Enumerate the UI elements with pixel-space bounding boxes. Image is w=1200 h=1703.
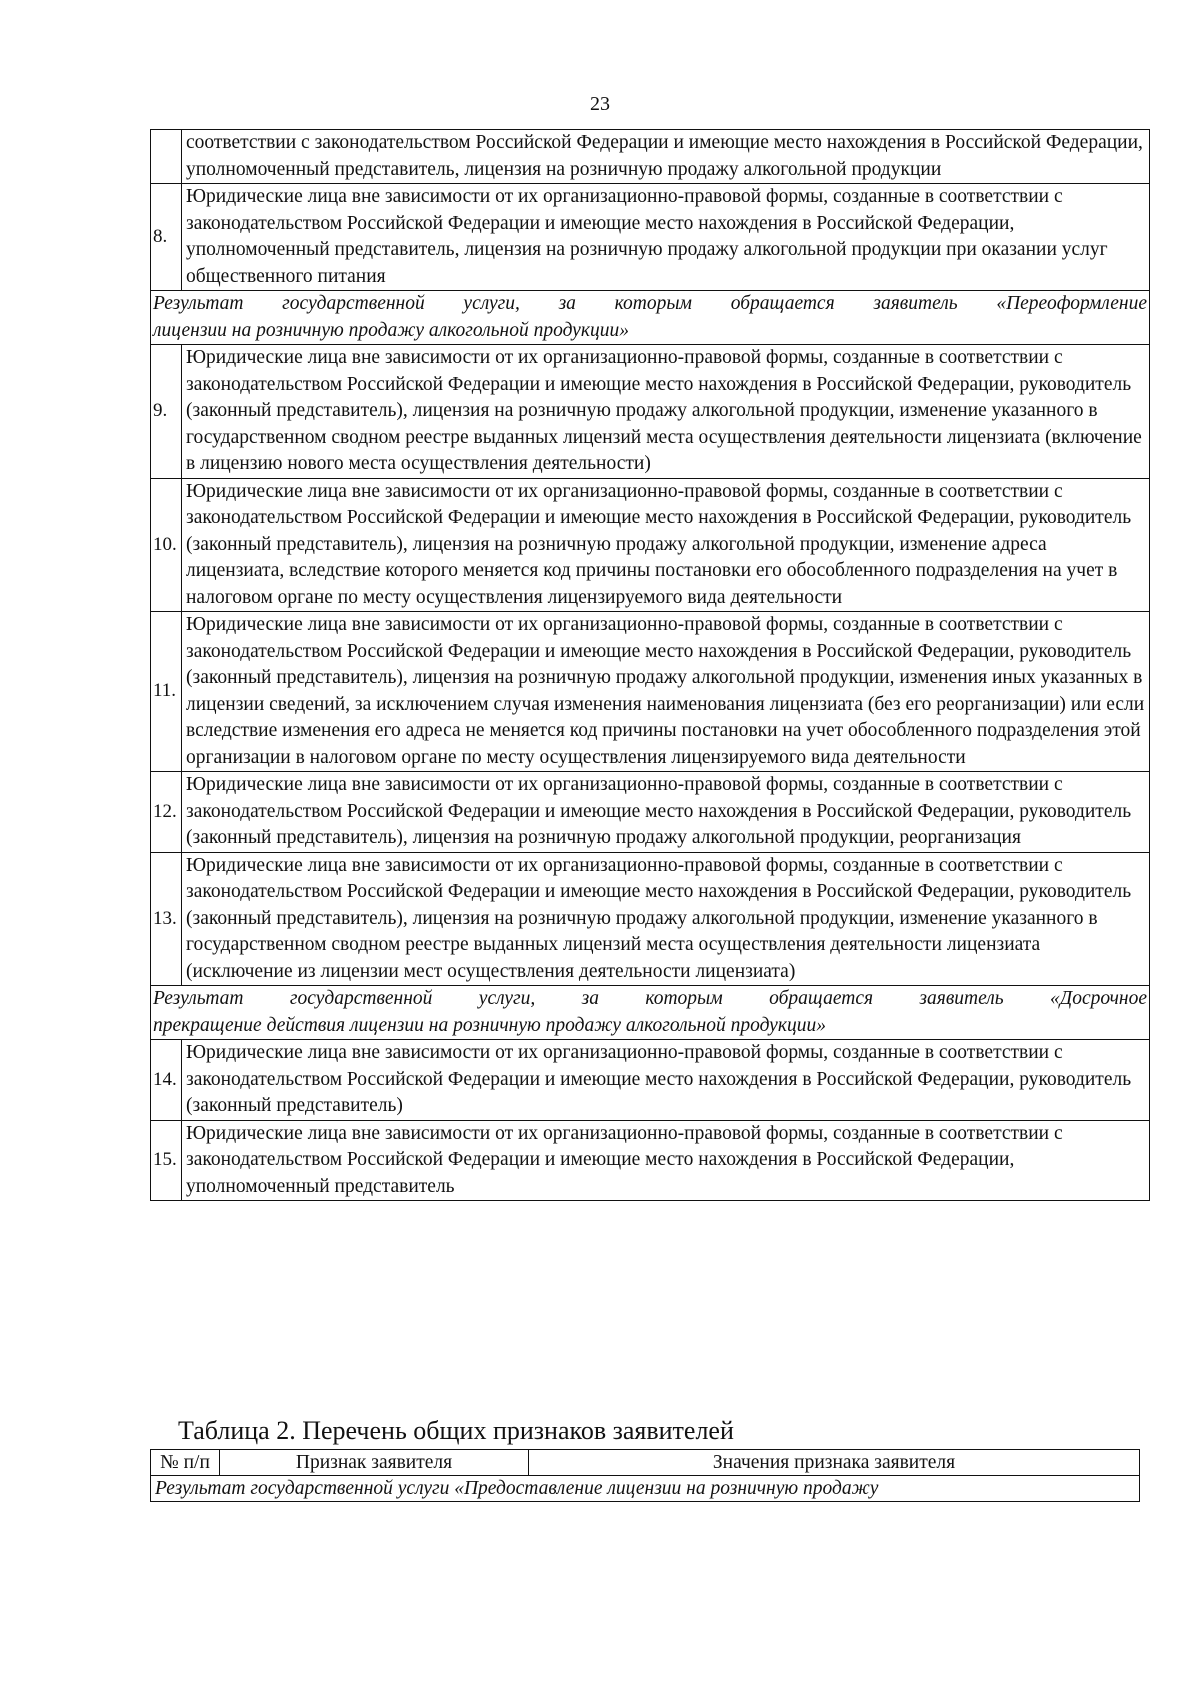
row-number: 11.: [151, 612, 182, 772]
header-feature-values: Значения признака заявителя: [529, 1450, 1140, 1476]
row-number: 14.: [151, 1040, 182, 1121]
section-heading-line-1: Результат государственной услуги, за которым обращается заявитель «Переоформление: [153, 293, 1147, 314]
row-number: 15.: [151, 1120, 182, 1201]
table-row: [151, 130, 1150, 184]
row-number: 12.: [151, 772, 182, 853]
table-row: [151, 478, 1150, 612]
section-heading-line-2: прекращение действия лицензии на розничную продажу алкогольной продукции»: [153, 1014, 826, 1036]
applicant-variants-table: [150, 129, 1150, 1201]
applicant-description: Юридические лица вне зависимости от их организационно-правовой формы, созданные в соответствии с законодательством Российской Федерации и имеющие место нахождения в Российской Федерации, руководитель (законный представитель), лицензия на розничную продажу алкогольной продукции, реорганизация: [182, 772, 1150, 853]
header-number: № п/п: [151, 1450, 220, 1476]
applicant-description: Юридические лица вне зависимости от их организационно-правовой формы, созданные в соответствии с законодательством Российской Федерации и имеющие место нахождения в Российской Федерации, уполномоченный представитель: [182, 1120, 1150, 1201]
section-row: [151, 986, 1150, 1040]
table-row: [151, 345, 1150, 479]
section-row: [151, 291, 1150, 345]
applicant-description: Юридические лица вне зависимости от их организационно-правовой формы, созданные в соответствии с законодательством Российской Федерации и имеющие место нахождения в Российской Федерации, руководитель (законный представитель), лицензия на розничную продажу алкогольной продукции, изменения иных указанных в лицензии сведений, за исключением случая изменения наименования лицензиата (без его реорганизации) или если вследствие изменения его адреса не меняется код причины постановки на учет обособленного подразделения этой организации в налоговом органе по месту осуществления лицензируемого вида деятельности: [182, 612, 1150, 772]
page-number: 23: [590, 93, 610, 115]
section-row: [151, 1476, 1140, 1502]
applicant-description: Юридические лица вне зависимости от их организационно-правовой формы, созданные в соответствии с законодательством Российской Федерации и имеющие место нахождения в Российской Федерации, руководитель (законный представитель): [182, 1040, 1150, 1121]
table-row: [151, 1040, 1150, 1121]
applicant-description: Юридические лица вне зависимости от их организационно-правовой формы, созданные в соответствии с законодательством Российской Федерации и имеющие место нахождения в Российской Федерации, руководитель (законный представитель), лицензия на розничную продажу алкогольной продукции, изменение указанного в государственном сводном реестре выданных лицензий места осуществления деятельности лицензиата (включение в лицензию нового места осуществления деятельности): [182, 345, 1150, 479]
row-number: 13.: [151, 852, 182, 986]
row-number: 10.: [151, 478, 182, 612]
applicant-description: Юридические лица вне зависимости от их организационно-правовой формы, созданные в соответствии с законодательством Российской Федерации и имеющие место нахождения в Российской Федерации, руководитель (законный представитель), лицензия на розничную продажу алкогольной продукции, изменение указанного в государственном сводном реестре выданных лицензий места осуществления деятельности лицензиата (исключение из лицензии мест осуществления деятельности лицензиата): [182, 852, 1150, 986]
table-row: [151, 1120, 1150, 1201]
applicant-description: Юридические лица вне зависимости от их организационно-правовой формы, созданные в соответствии с законодательством Российской Федерации и имеющие место нахождения в Российской Федерации, руководитель (законный представитель), лицензия на розничную продажу алкогольной продукции, изменение адреса лицензиата, вследствие которого меняется код причины постановки его обособленного подразделения на учет в налоговом органе по месту осуществления лицензируемого вида деятельности: [182, 478, 1150, 612]
common-applicant-features-table: [150, 1449, 1140, 1502]
section-heading-line-1: Результат государственной услуги, за которым обращается заявитель «Досрочное: [153, 988, 1147, 1009]
row-number: 8.: [151, 184, 182, 291]
header-feature: Признак заявителя: [220, 1450, 529, 1476]
table-header-row: [151, 1450, 1140, 1476]
applicant-description: соответствии с законодательством Российской Федерации и имеющие место нахождения в Российской Федерации, уполномоченный представитель, лицензия на розничную продажу алкогольной продукции: [182, 130, 1150, 184]
table-row: [151, 852, 1150, 986]
section-heading-line-2: лицензии на розничную продажу алкогольной продукции»: [153, 319, 629, 341]
section-heading: Результат государственной услуги «Предоставление лицензии на розничную продажу: [151, 1476, 1140, 1502]
table-row: [151, 184, 1150, 291]
table-2-title: Таблица 2. Перечень общих признаков заявителей: [178, 1416, 734, 1445]
table-row: [151, 772, 1150, 853]
section-heading: [151, 291, 1150, 345]
table-row: [151, 612, 1150, 772]
applicant-description: Юридические лица вне зависимости от их организационно-правовой формы, созданные в соответствии с законодательством Российской Федерации и имеющие место нахождения в Российской Федерации, уполномоченный представитель, лицензия на розничную продажу алкогольной продукции при оказании услуг общественного питания: [182, 184, 1150, 291]
row-number: [151, 130, 182, 184]
section-heading: [151, 986, 1150, 1040]
row-number: 9.: [151, 345, 182, 479]
